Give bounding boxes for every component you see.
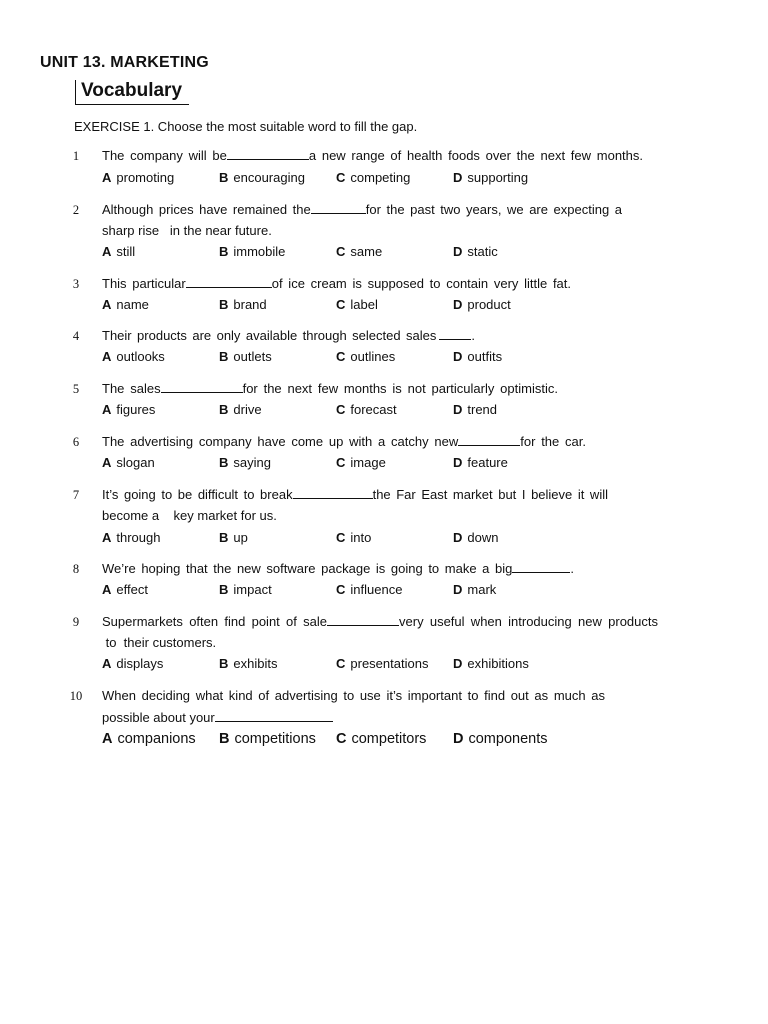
option-a: A name: [102, 297, 149, 312]
option-a: A still: [102, 244, 136, 259]
option-b: B drive: [219, 402, 262, 417]
unit-title: UNIT 13. MARKETING: [40, 54, 209, 71]
option-b: B exhibits: [219, 656, 278, 671]
question-text: Although prices have remained the for the past two years, we are expecting a: [102, 202, 622, 217]
question-number: 2: [72, 203, 80, 217]
option-c: C competitors: [336, 731, 427, 747]
option-a: A figures: [102, 402, 156, 417]
option-a: A effect: [102, 582, 148, 597]
option-a: A promoting: [102, 170, 175, 185]
question-text: Their products are only available through selected sales .: [102, 328, 475, 343]
answer-blank: [512, 561, 570, 573]
question-number: 4: [72, 329, 80, 343]
question-text: It’s going to be difficult to break the Far East market but I believe it will: [102, 487, 608, 502]
answer-blank: [227, 148, 309, 160]
option-c: C into: [336, 530, 372, 545]
option-b: B outlets: [219, 349, 272, 364]
option-a: A displays: [102, 656, 164, 671]
option-a: A companions: [102, 731, 196, 747]
question-text: We’re hoping that the new software package is going to make a big .: [102, 561, 574, 576]
option-d: D outfits: [453, 349, 503, 364]
question-number: 5: [72, 382, 80, 396]
section-heading: Vocabulary: [75, 80, 189, 105]
exercise-instructions: EXERCISE 1. Choose the most suitable word to fill the gap.: [74, 119, 418, 134]
option-d: D down: [453, 530, 499, 545]
option-c: C outlines: [336, 349, 396, 364]
option-d: D static: [453, 244, 498, 259]
question-text-continued: to their customers.: [102, 635, 217, 650]
question-number: 3: [72, 277, 80, 291]
option-b: B competitions: [219, 731, 316, 747]
option-d: D trend: [453, 402, 498, 417]
option-d: D feature: [453, 455, 508, 470]
answer-blank: [215, 710, 333, 722]
question-text: The advertising company have come up with a catchy new for the car.: [102, 434, 587, 449]
answer-blank: [186, 276, 272, 288]
option-a: A outlooks: [102, 349, 165, 364]
option-c: C label: [336, 297, 378, 312]
question-number: 7: [72, 488, 80, 502]
option-d: D supporting: [453, 170, 529, 185]
option-c: C forecast: [336, 402, 397, 417]
question-text: The sales for the next few months is not particularly optimistic.: [102, 381, 558, 396]
option-a: A slogan: [102, 455, 155, 470]
option-c: C influence: [336, 582, 403, 597]
option-b: B brand: [219, 297, 267, 312]
answer-blank: [439, 328, 471, 340]
answer-blank: [161, 381, 243, 393]
question-number: 8: [72, 562, 80, 576]
option-c: C same: [336, 244, 383, 259]
option-c: C competing: [336, 170, 411, 185]
option-b: B up: [219, 530, 248, 545]
question-number: 9: [72, 615, 80, 629]
option-d: D components: [453, 731, 548, 747]
question-number: 10: [69, 689, 83, 703]
answer-blank: [458, 434, 520, 446]
question-text: When deciding what kind of advertising to use it’s important to find out as much as: [102, 688, 605, 703]
option-c: C image: [336, 455, 386, 470]
answer-blank: [293, 487, 373, 499]
option-d: D product: [453, 297, 511, 312]
question-number: 1: [72, 149, 80, 163]
question-text-continued: possible about your: [102, 710, 662, 726]
answer-blank: [311, 202, 366, 214]
question-text: This particular of ice cream is supposed to contain very little fat.: [102, 276, 572, 291]
option-d: D mark: [453, 582, 497, 597]
option-b: B impact: [219, 582, 272, 597]
question-text-continued: sharp rise in the near future.: [102, 223, 272, 238]
option-c: C presentations: [336, 656, 429, 671]
option-b: B immobile: [219, 244, 286, 259]
option-b: B saying: [219, 455, 271, 470]
question-text: The company will be a new range of health foods over the next few months.: [102, 148, 644, 163]
answer-blank: [327, 614, 399, 626]
question-text-continued: become a key market for us.: [102, 508, 277, 523]
question-number: 6: [72, 435, 80, 449]
question-text: Supermarkets often find point of sale very useful when introducing new products: [102, 614, 658, 629]
option-a: A through: [102, 530, 161, 545]
option-b: B encouraging: [219, 170, 305, 185]
option-d: D exhibitions: [453, 656, 529, 671]
